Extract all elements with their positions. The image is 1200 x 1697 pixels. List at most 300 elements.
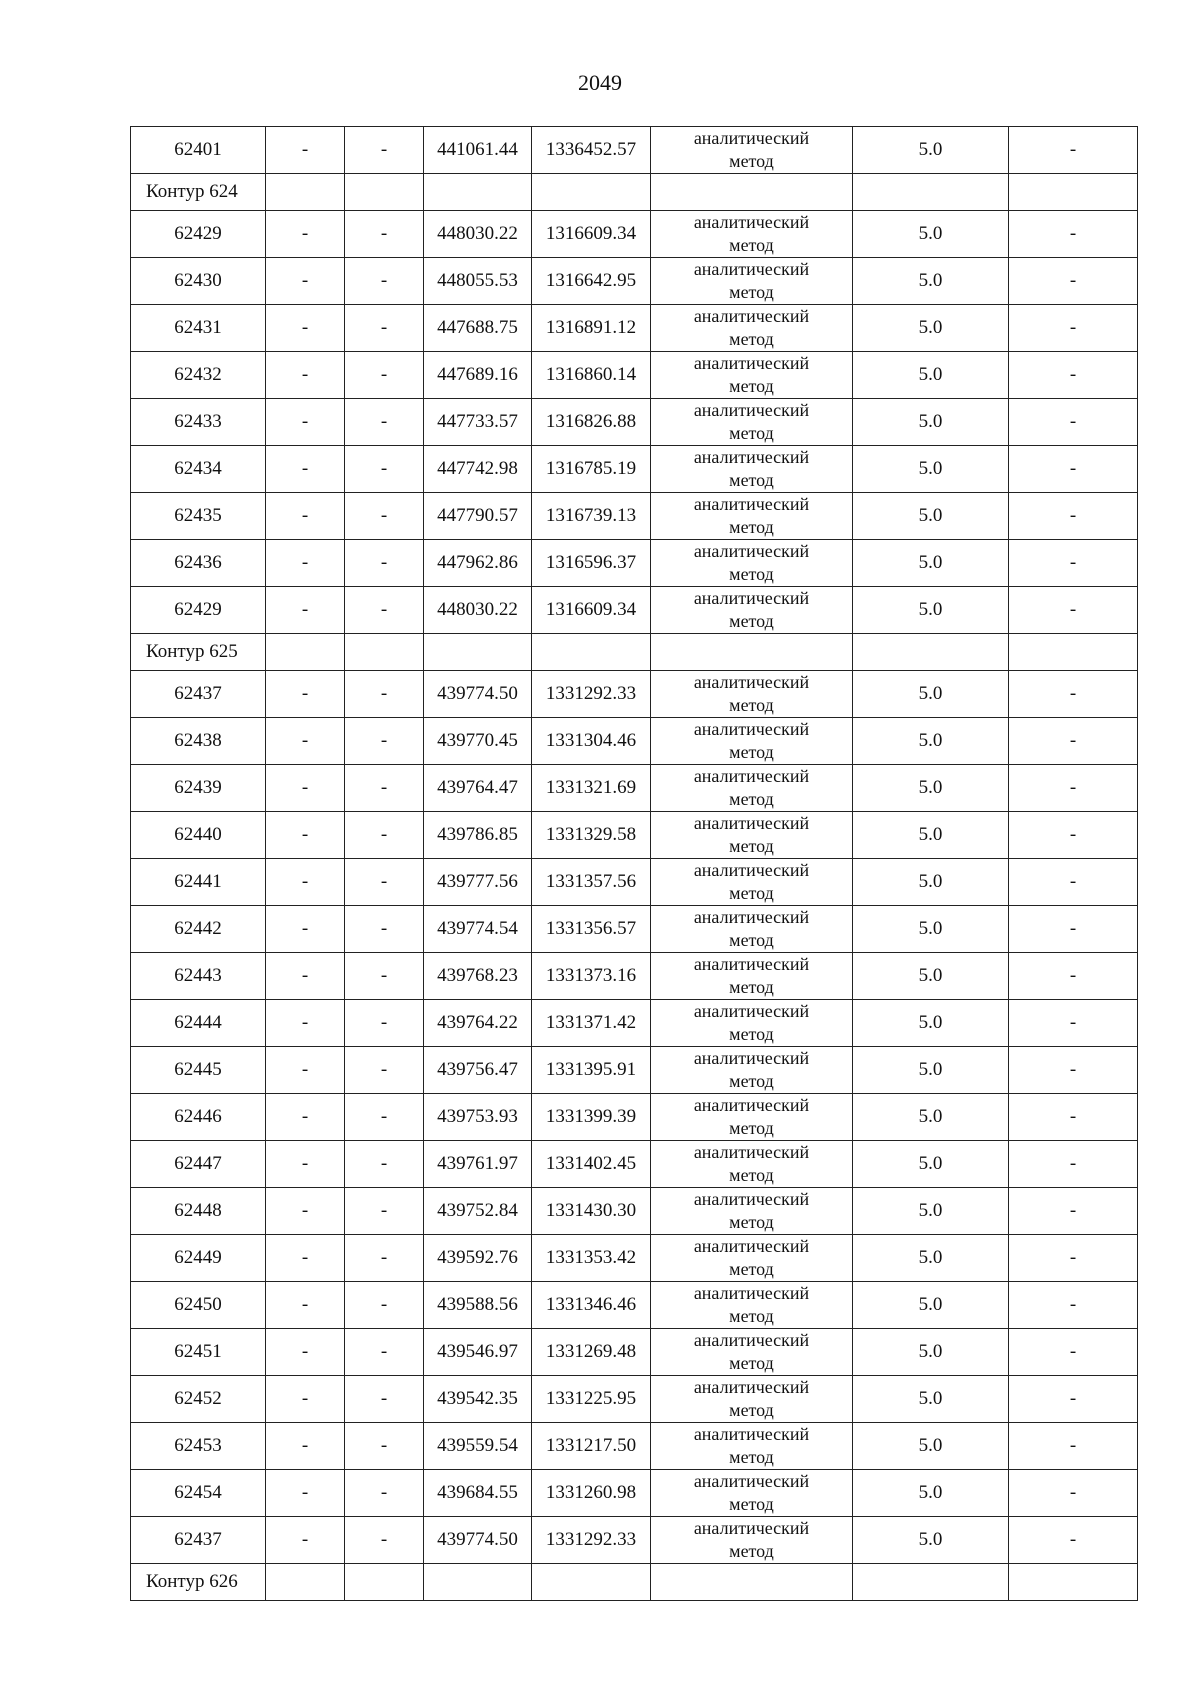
method-line: метод (729, 282, 774, 302)
method-line: метод (729, 930, 774, 950)
col3-cell: - (345, 352, 424, 399)
method-cell (651, 671, 853, 718)
table-row (131, 1094, 1138, 1141)
method-cell (651, 211, 853, 258)
table-row (131, 1141, 1138, 1188)
point-id-cell: 62430 (131, 258, 266, 305)
col2-cell: - (266, 446, 345, 493)
y-coordinate-cell: 1331356.57 (532, 906, 651, 953)
empty-cell (424, 634, 532, 671)
col8-cell: - (1009, 258, 1138, 305)
method-line: метод (729, 883, 774, 903)
col3-cell: - (345, 1282, 424, 1329)
col2-cell: - (266, 1235, 345, 1282)
x-coordinate-cell: 447688.75 (424, 305, 532, 352)
point-id-cell: 62434 (131, 446, 266, 493)
method-line: метод (729, 789, 774, 809)
col3-cell: - (345, 1141, 424, 1188)
table-row (131, 1423, 1138, 1470)
point-id-cell: 62437 (131, 1517, 266, 1564)
y-coordinate-cell: 1331217.50 (532, 1423, 651, 1470)
col8-cell: - (1009, 1282, 1138, 1329)
col8-cell: - (1009, 1423, 1138, 1470)
y-coordinate-cell: 1316785.19 (532, 446, 651, 493)
method-line: аналитический (693, 766, 810, 786)
y-coordinate-cell: 1331346.46 (532, 1282, 651, 1329)
point-id-cell: 62441 (131, 859, 266, 906)
col3-cell: - (345, 718, 424, 765)
col8-cell: - (1009, 906, 1138, 953)
accuracy-cell: 5.0 (853, 1188, 1009, 1235)
x-coordinate-cell: 439774.50 (424, 671, 532, 718)
x-coordinate-cell: 439752.84 (424, 1188, 532, 1235)
accuracy-cell: 5.0 (853, 906, 1009, 953)
method-line: аналитический (693, 541, 810, 561)
col3-cell: - (345, 1423, 424, 1470)
col8-cell: - (1009, 1235, 1138, 1282)
accuracy-cell: 5.0 (853, 1517, 1009, 1564)
method-cell (651, 1423, 853, 1470)
y-coordinate-cell: 1331371.42 (532, 1000, 651, 1047)
method-line: аналитический (693, 1048, 810, 1068)
x-coordinate-cell: 439684.55 (424, 1470, 532, 1517)
method-line: метод (729, 235, 774, 255)
point-id-cell: 62436 (131, 540, 266, 587)
col8-cell: - (1009, 765, 1138, 812)
accuracy-cell: 5.0 (853, 587, 1009, 634)
table-row (131, 540, 1138, 587)
empty-cell (532, 174, 651, 211)
table-row (131, 1188, 1138, 1235)
accuracy-cell: 5.0 (853, 718, 1009, 765)
method-line: аналитический (693, 259, 810, 279)
x-coordinate-cell: 439546.97 (424, 1329, 532, 1376)
method-line: метод (729, 564, 774, 584)
y-coordinate-cell: 1331353.42 (532, 1235, 651, 1282)
point-id-cell: 62438 (131, 718, 266, 765)
col2-cell: - (266, 718, 345, 765)
table-row (131, 765, 1138, 812)
accuracy-cell: 5.0 (853, 399, 1009, 446)
y-coordinate-cell: 1331395.91 (532, 1047, 651, 1094)
accuracy-cell: 5.0 (853, 812, 1009, 859)
empty-cell (1009, 1564, 1138, 1601)
y-coordinate-cell: 1316891.12 (532, 305, 651, 352)
method-line: метод (729, 470, 774, 490)
col8-cell: - (1009, 718, 1138, 765)
empty-cell (266, 174, 345, 211)
col3-cell: - (345, 1047, 424, 1094)
table-row (131, 1517, 1138, 1564)
y-coordinate-cell: 1331292.33 (532, 1517, 651, 1564)
coordinates-table (130, 126, 1138, 1601)
x-coordinate-cell: 439542.35 (424, 1376, 532, 1423)
accuracy-cell: 5.0 (853, 352, 1009, 399)
table-body (131, 127, 1138, 1601)
table-row (131, 587, 1138, 634)
col8-cell: - (1009, 1000, 1138, 1047)
method-line: метод (729, 695, 774, 715)
method-line: метод (729, 1024, 774, 1044)
empty-cell (345, 174, 424, 211)
table-row (131, 1329, 1138, 1376)
empty-cell (424, 174, 532, 211)
col3-cell: - (345, 1376, 424, 1423)
col8-cell: - (1009, 446, 1138, 493)
method-line: аналитический (693, 719, 810, 739)
method-line: метод (729, 1259, 774, 1279)
method-line: аналитический (693, 1471, 810, 1491)
col8-cell: - (1009, 1329, 1138, 1376)
method-cell (651, 906, 853, 953)
method-line: аналитический (693, 954, 810, 974)
col8-cell: - (1009, 352, 1138, 399)
contour-label: Контур 624 (131, 174, 266, 211)
point-id-cell: 62443 (131, 953, 266, 1000)
table-row (131, 258, 1138, 305)
col8-cell: - (1009, 671, 1138, 718)
col2-cell: - (266, 906, 345, 953)
col3-cell: - (345, 1094, 424, 1141)
x-coordinate-cell: 439764.47 (424, 765, 532, 812)
accuracy-cell: 5.0 (853, 671, 1009, 718)
x-coordinate-cell: 439774.50 (424, 1517, 532, 1564)
method-line: метод (729, 376, 774, 396)
col3-cell: - (345, 859, 424, 906)
point-id-cell: 62437 (131, 671, 266, 718)
col2-cell: - (266, 352, 345, 399)
y-coordinate-cell: 1331373.16 (532, 953, 651, 1000)
method-cell (651, 1282, 853, 1329)
table-row (131, 1376, 1138, 1423)
x-coordinate-cell: 439764.22 (424, 1000, 532, 1047)
empty-cell (853, 634, 1009, 671)
x-coordinate-cell: 439774.54 (424, 906, 532, 953)
method-line: аналитический (693, 353, 810, 373)
col2-cell: - (266, 1000, 345, 1047)
col3-cell: - (345, 540, 424, 587)
col3-cell: - (345, 446, 424, 493)
method-line: аналитический (693, 1189, 810, 1209)
point-id-cell: 62431 (131, 305, 266, 352)
accuracy-cell: 5.0 (853, 540, 1009, 587)
table-row (131, 1282, 1138, 1329)
empty-cell (266, 1564, 345, 1601)
point-id-cell: 62429 (131, 587, 266, 634)
col8-cell: - (1009, 211, 1138, 258)
col2-cell: - (266, 1423, 345, 1470)
point-id-cell: 62452 (131, 1376, 266, 1423)
col3-cell: - (345, 587, 424, 634)
y-coordinate-cell: 1316739.13 (532, 493, 651, 540)
col2-cell: - (266, 587, 345, 634)
method-cell (651, 1141, 853, 1188)
col3-cell: - (345, 765, 424, 812)
empty-cell (651, 174, 853, 211)
method-cell (651, 1517, 853, 1564)
col2-cell: - (266, 258, 345, 305)
y-coordinate-cell: 1331304.46 (532, 718, 651, 765)
x-coordinate-cell: 447962.86 (424, 540, 532, 587)
empty-cell (532, 634, 651, 671)
method-cell (651, 1188, 853, 1235)
point-id-cell: 62433 (131, 399, 266, 446)
col3-cell: - (345, 1188, 424, 1235)
x-coordinate-cell: 448030.22 (424, 587, 532, 634)
method-cell (651, 587, 853, 634)
method-cell (651, 718, 853, 765)
point-id-cell: 62439 (131, 765, 266, 812)
contour-header-row (131, 174, 1138, 211)
method-line: аналитический (693, 400, 810, 420)
x-coordinate-cell: 447733.57 (424, 399, 532, 446)
col2-cell: - (266, 1329, 345, 1376)
method-line: метод (729, 977, 774, 997)
col2-cell: - (266, 1282, 345, 1329)
point-id-cell: 62451 (131, 1329, 266, 1376)
method-line: аналитический (693, 1330, 810, 1350)
method-line: метод (729, 1400, 774, 1420)
accuracy-cell: 5.0 (853, 765, 1009, 812)
y-coordinate-cell: 1331260.98 (532, 1470, 651, 1517)
method-line: аналитический (693, 1236, 810, 1256)
col3-cell: - (345, 906, 424, 953)
point-id-cell: 62453 (131, 1423, 266, 1470)
method-cell (651, 352, 853, 399)
col2-cell: - (266, 812, 345, 859)
x-coordinate-cell: 448030.22 (424, 211, 532, 258)
col3-cell: - (345, 127, 424, 174)
accuracy-cell: 5.0 (853, 305, 1009, 352)
x-coordinate-cell: 439559.54 (424, 1423, 532, 1470)
point-id-cell: 62432 (131, 352, 266, 399)
table-row (131, 953, 1138, 1000)
col2-cell: - (266, 493, 345, 540)
y-coordinate-cell: 1331269.48 (532, 1329, 651, 1376)
point-id-cell: 62401 (131, 127, 266, 174)
method-line: метод (729, 611, 774, 631)
method-line: аналитический (693, 1142, 810, 1162)
method-cell (651, 305, 853, 352)
method-line: метод (729, 329, 774, 349)
empty-cell (1009, 634, 1138, 671)
accuracy-cell: 5.0 (853, 211, 1009, 258)
col3-cell: - (345, 953, 424, 1000)
method-line: аналитический (693, 447, 810, 467)
x-coordinate-cell: 447790.57 (424, 493, 532, 540)
accuracy-cell: 5.0 (853, 1094, 1009, 1141)
method-cell (651, 493, 853, 540)
col2-cell: - (266, 1517, 345, 1564)
col2-cell: - (266, 399, 345, 446)
y-coordinate-cell: 1316609.34 (532, 211, 651, 258)
method-line: аналитический (693, 813, 810, 833)
col3-cell: - (345, 671, 424, 718)
y-coordinate-cell: 1316826.88 (532, 399, 651, 446)
empty-cell (651, 634, 853, 671)
col2-cell: - (266, 127, 345, 174)
table-row (131, 812, 1138, 859)
method-cell (651, 540, 853, 587)
y-coordinate-cell: 1331357.56 (532, 859, 651, 906)
accuracy-cell: 5.0 (853, 446, 1009, 493)
col8-cell: - (1009, 493, 1138, 540)
x-coordinate-cell: 447742.98 (424, 446, 532, 493)
x-coordinate-cell: 439588.56 (424, 1282, 532, 1329)
method-cell (651, 812, 853, 859)
table-row (131, 127, 1138, 174)
x-coordinate-cell: 447689.16 (424, 352, 532, 399)
y-coordinate-cell: 1331402.45 (532, 1141, 651, 1188)
method-line: аналитический (693, 128, 810, 148)
x-coordinate-cell: 439753.93 (424, 1094, 532, 1141)
method-cell (651, 399, 853, 446)
col3-cell: - (345, 1235, 424, 1282)
col2-cell: - (266, 953, 345, 1000)
col2-cell: - (266, 765, 345, 812)
empty-cell (651, 1564, 853, 1601)
table-row (131, 211, 1138, 258)
col2-cell: - (266, 1376, 345, 1423)
col2-cell: - (266, 1470, 345, 1517)
col3-cell: - (345, 1000, 424, 1047)
method-line: аналитический (693, 672, 810, 692)
point-id-cell: 62448 (131, 1188, 266, 1235)
method-line: аналитический (693, 494, 810, 514)
method-line: метод (729, 1165, 774, 1185)
y-coordinate-cell: 1331321.69 (532, 765, 651, 812)
x-coordinate-cell: 448055.53 (424, 258, 532, 305)
empty-cell (345, 1564, 424, 1601)
empty-cell (853, 1564, 1009, 1601)
table-row (131, 859, 1138, 906)
contour-label: Контур 625 (131, 634, 266, 671)
point-id-cell: 62440 (131, 812, 266, 859)
point-id-cell: 62444 (131, 1000, 266, 1047)
table-row (131, 906, 1138, 953)
col8-cell: - (1009, 1517, 1138, 1564)
col8-cell: - (1009, 587, 1138, 634)
method-line: аналитический (693, 212, 810, 232)
table-row (131, 671, 1138, 718)
col2-cell: - (266, 1188, 345, 1235)
y-coordinate-cell: 1316860.14 (532, 352, 651, 399)
method-line: метод (729, 423, 774, 443)
accuracy-cell: 5.0 (853, 1235, 1009, 1282)
point-id-cell: 62446 (131, 1094, 266, 1141)
col2-cell: - (266, 1047, 345, 1094)
point-id-cell: 62445 (131, 1047, 266, 1094)
empty-cell (266, 634, 345, 671)
col2-cell: - (266, 305, 345, 352)
contour-label: Контур 626 (131, 1564, 266, 1601)
empty-cell (853, 174, 1009, 211)
point-id-cell: 62449 (131, 1235, 266, 1282)
method-cell (651, 446, 853, 493)
col8-cell: - (1009, 1094, 1138, 1141)
method-cell (651, 258, 853, 305)
col3-cell: - (345, 1470, 424, 1517)
accuracy-cell: 5.0 (853, 493, 1009, 540)
x-coordinate-cell: 439777.56 (424, 859, 532, 906)
method-line: метод (729, 1541, 774, 1561)
y-coordinate-cell: 1331329.58 (532, 812, 651, 859)
y-coordinate-cell: 1316642.95 (532, 258, 651, 305)
col8-cell: - (1009, 1376, 1138, 1423)
method-line: аналитический (693, 907, 810, 927)
accuracy-cell: 5.0 (853, 1047, 1009, 1094)
table-row (131, 1235, 1138, 1282)
col8-cell: - (1009, 859, 1138, 906)
col8-cell: - (1009, 305, 1138, 352)
method-line: метод (729, 151, 774, 171)
table-row (131, 446, 1138, 493)
x-coordinate-cell: 439786.85 (424, 812, 532, 859)
col8-cell: - (1009, 1141, 1138, 1188)
method-line: аналитический (693, 1283, 810, 1303)
accuracy-cell: 5.0 (853, 1141, 1009, 1188)
x-coordinate-cell: 439770.45 (424, 718, 532, 765)
method-line: метод (729, 1306, 774, 1326)
y-coordinate-cell: 1316596.37 (532, 540, 651, 587)
method-line: метод (729, 1212, 774, 1232)
table-row (131, 1000, 1138, 1047)
accuracy-cell: 5.0 (853, 859, 1009, 906)
table-row (131, 399, 1138, 446)
accuracy-cell: 5.0 (853, 258, 1009, 305)
col2-cell: - (266, 1141, 345, 1188)
accuracy-cell: 5.0 (853, 127, 1009, 174)
col8-cell: - (1009, 812, 1138, 859)
accuracy-cell: 5.0 (853, 1282, 1009, 1329)
y-coordinate-cell: 1336452.57 (532, 127, 651, 174)
y-coordinate-cell: 1331225.95 (532, 1376, 651, 1423)
method-line: аналитический (693, 1095, 810, 1115)
col2-cell: - (266, 671, 345, 718)
x-coordinate-cell: 439592.76 (424, 1235, 532, 1282)
method-cell (651, 765, 853, 812)
col3-cell: - (345, 211, 424, 258)
point-id-cell: 62429 (131, 211, 266, 258)
method-cell (651, 1235, 853, 1282)
method-line: метод (729, 1494, 774, 1514)
method-line: метод (729, 1071, 774, 1091)
empty-cell (345, 634, 424, 671)
col3-cell: - (345, 305, 424, 352)
x-coordinate-cell: 439768.23 (424, 953, 532, 1000)
col3-cell: - (345, 1329, 424, 1376)
table-row (131, 718, 1138, 765)
method-line: метод (729, 836, 774, 856)
point-id-cell: 62447 (131, 1141, 266, 1188)
method-line: аналитический (693, 1377, 810, 1397)
contour-header-row (131, 1564, 1138, 1601)
x-coordinate-cell: 439761.97 (424, 1141, 532, 1188)
empty-cell (1009, 174, 1138, 211)
method-line: аналитический (693, 306, 810, 326)
table-row (131, 1047, 1138, 1094)
col8-cell: - (1009, 1470, 1138, 1517)
contour-header-row (131, 634, 1138, 671)
method-cell (651, 953, 853, 1000)
y-coordinate-cell: 1331430.30 (532, 1188, 651, 1235)
col3-cell: - (345, 493, 424, 540)
method-cell (651, 859, 853, 906)
table-row (131, 305, 1138, 352)
col8-cell: - (1009, 540, 1138, 587)
point-id-cell: 62454 (131, 1470, 266, 1517)
method-line: аналитический (693, 1518, 810, 1538)
